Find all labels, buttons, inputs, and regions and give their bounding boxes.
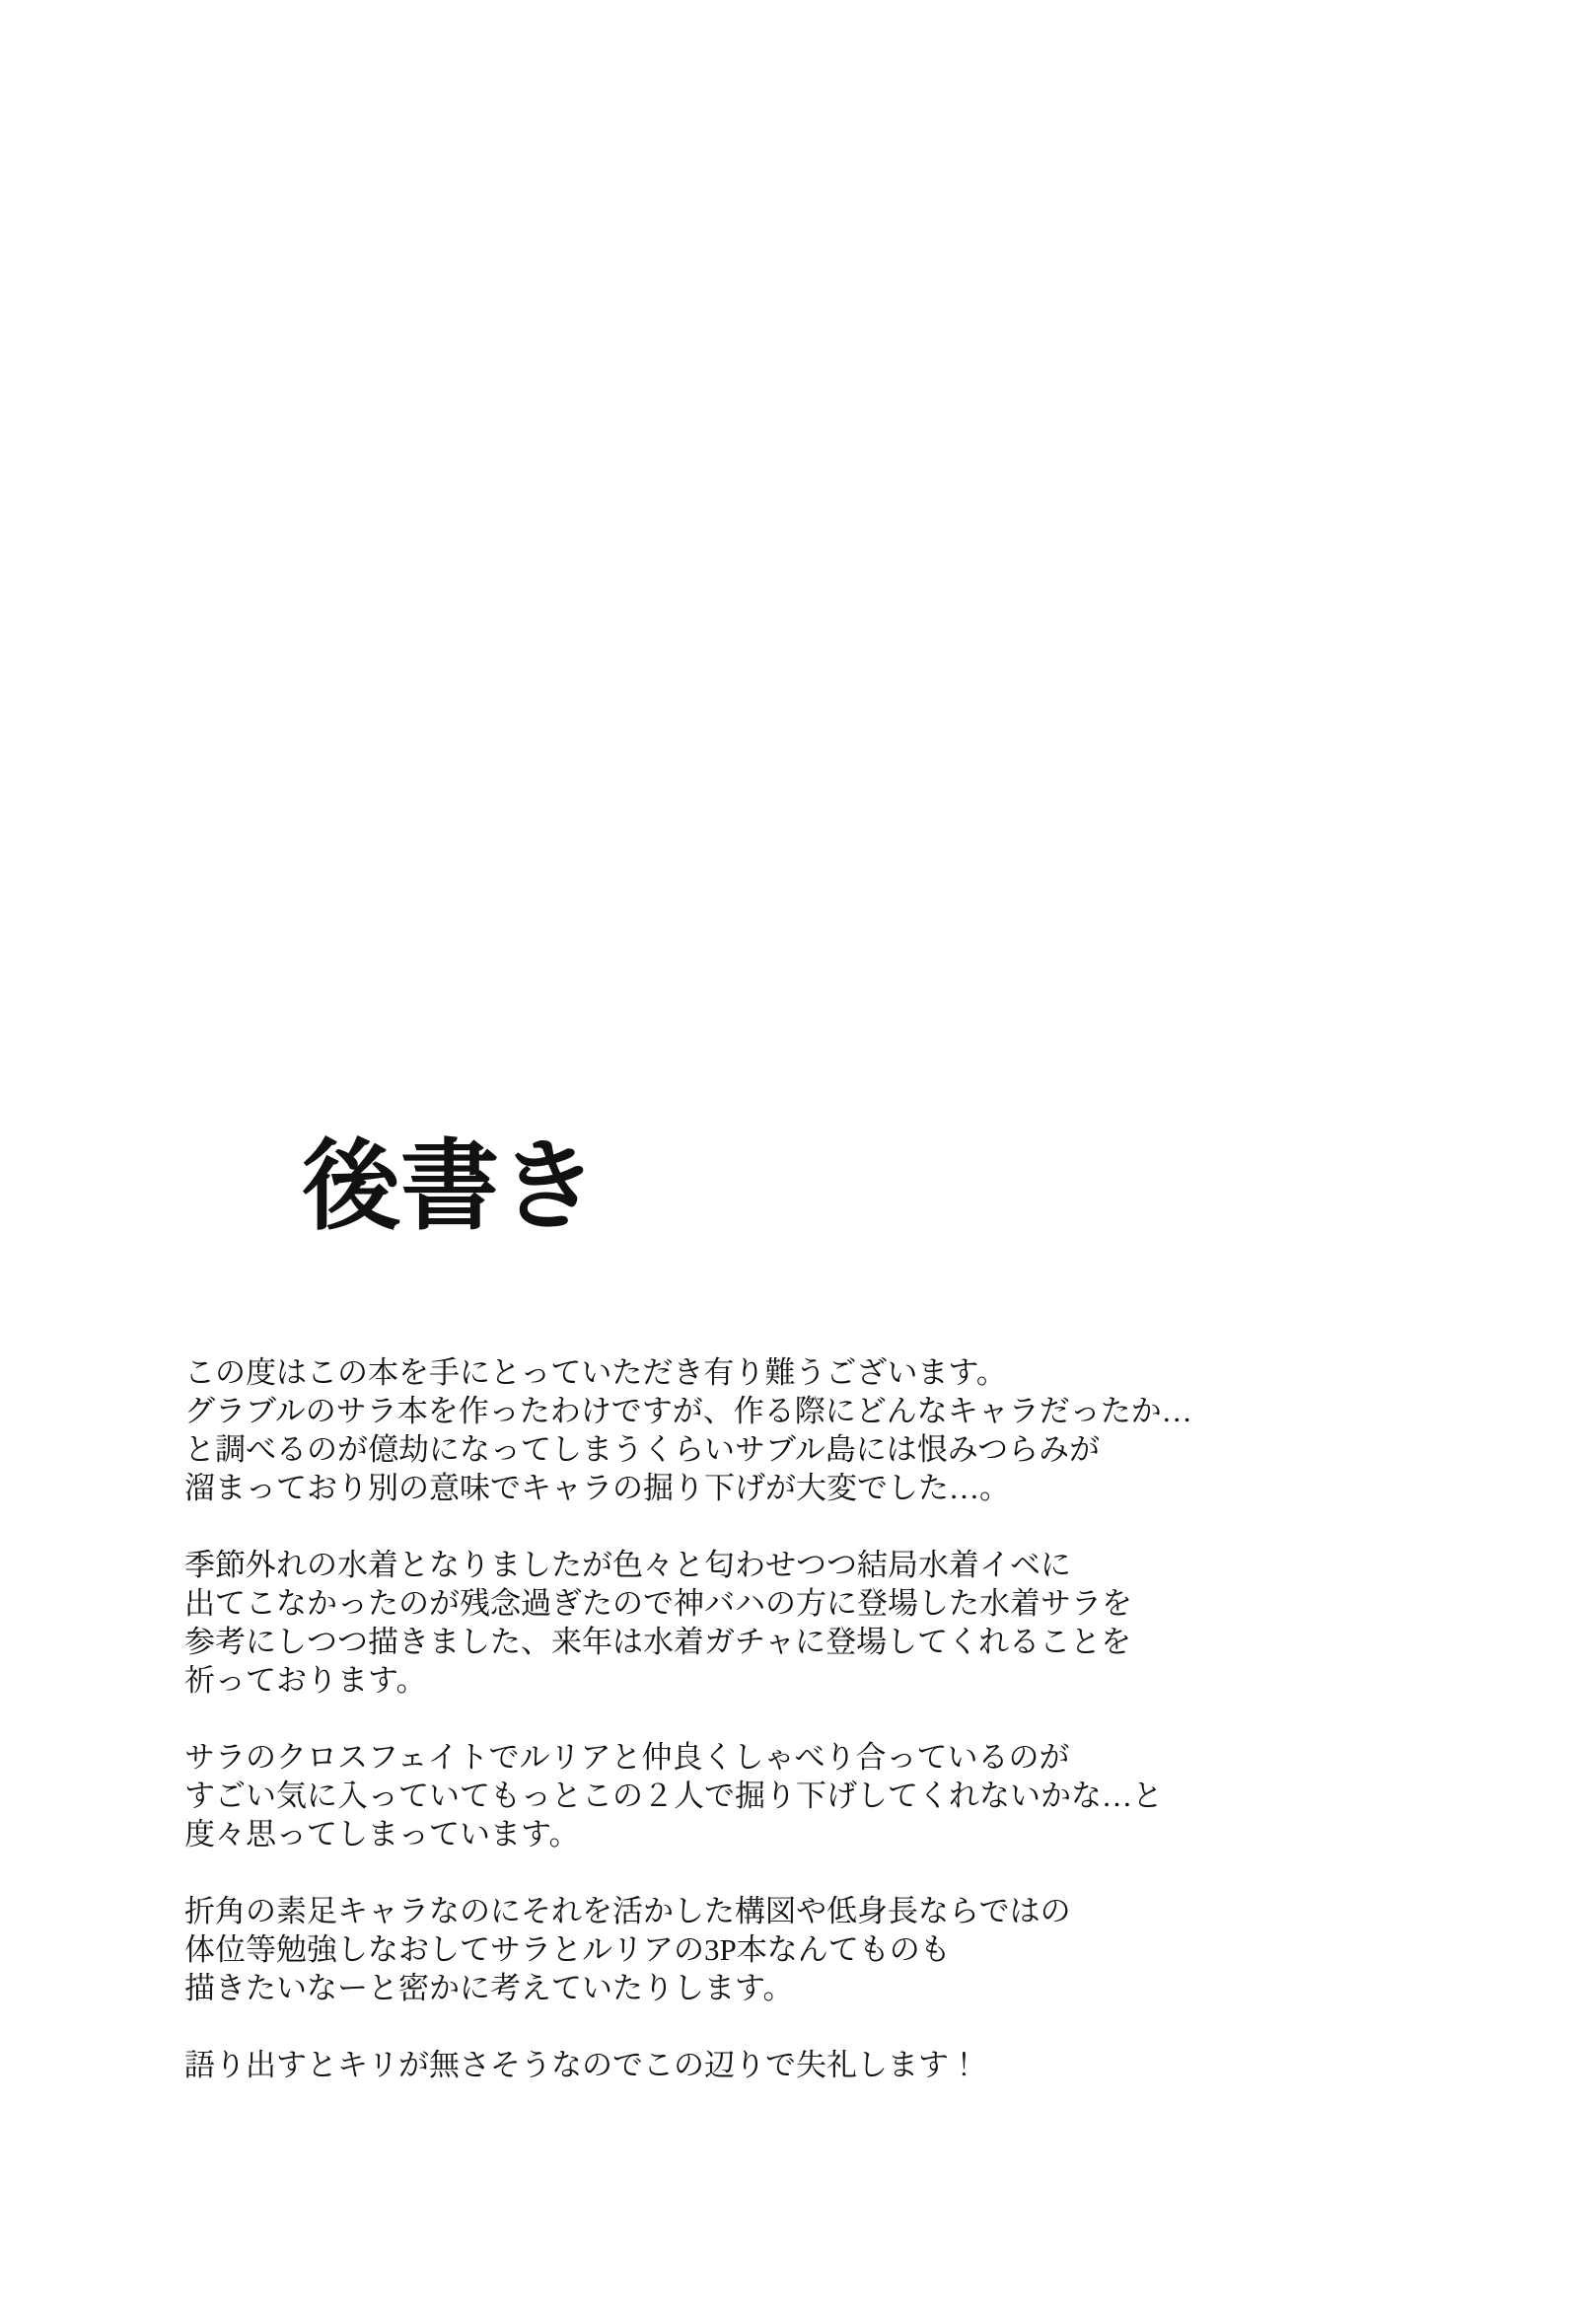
text-line: 季節外れの水着となりましたが色々と匂わせつつ結局水着イベに	[184, 1548, 1071, 1582]
text-line: 語り出すとキリが無さそうなのでこの辺りで失礼します！	[184, 2048, 979, 2082]
text-line: 度々思ってしまっています。	[184, 1817, 580, 1852]
afterword-body	[184, 1353, 1398, 2084]
text-line: この度はこの本を手にとっていただき有り難うございます。	[184, 1355, 1007, 1390]
text-line: 祈っております。	[184, 1663, 427, 1698]
text-line: 描きたいなーと密かに考えていたりします。	[184, 1971, 794, 2005]
text-line: グラブルのサラ本を作ったわけですが、作る際にどんなキャラだったか…	[184, 1394, 1192, 1428]
page-title: 後書き	[302, 1131, 598, 1242]
paragraph-crossfate	[184, 1738, 1398, 1853]
text-line: と調べるのが億劫になってしまうくらいサブル島には恨みつらみが	[184, 1432, 1101, 1467]
paragraph-closing	[184, 2046, 1398, 2084]
paragraph-swimsuit	[184, 1546, 1398, 1700]
paragraph-thanks	[184, 1353, 1398, 1507]
text-line: サラのクロスフェイトでルリアと仲良くしゃべり合っているのが	[184, 1740, 1070, 1775]
text-line: 折角の素足キャラなのにそれを活かした構図や低身長ならではの	[184, 1894, 1071, 1928]
text-line: 出てこなかったのが残念過ぎたので神バハの方に登場した水着サラを	[184, 1586, 1132, 1621]
text-line: 体位等勉強しなおしてサラとルリアの3P本なんてものも	[184, 1932, 951, 1967]
text-line: 溜まっており別の意味でキャラの掘り下げが大変でした…。	[184, 1471, 1010, 1505]
text-line: すごい気に入っていてもっとこの２人で掘り下げしてくれないかな…と	[184, 1779, 1163, 1813]
paragraph-ideas	[184, 1892, 1398, 2007]
text-line: 参考にしつつ描きました、来年は水着ガチャに登場してくれることを	[184, 1625, 1132, 1659]
